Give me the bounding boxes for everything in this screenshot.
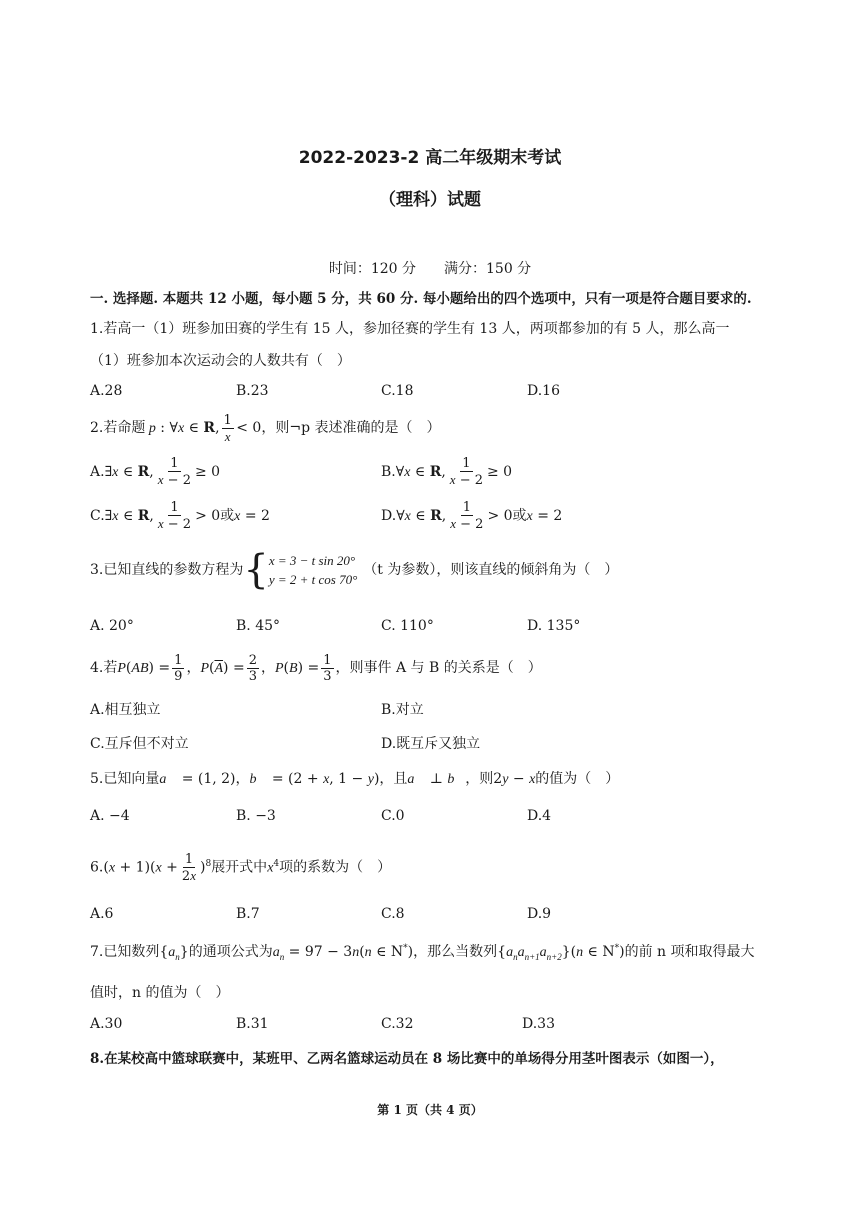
question-1-stem-cont: （1）班参加本次运动会的人数共有（ ） [90,353,351,369]
q2-suffix: ，则¬p 表述准确的是（ ） [261,420,441,436]
question-6-stem: 6.(x + 1)(x + $\frac{1}{2x}$ )$^8$展开式中$x^4$项的系数为（ ） [90,851,392,884]
q3-option-d: D. 135° [527,618,581,634]
question-8-stem: 8.在某校高中篮球联赛中，某班甲、乙两名篮球运动员在 8 场比赛中的单场得分用茎叶图表示（如图一）， [90,1051,724,1067]
question-3-stem: 3.已知直线的参数方程为{ x = 3 − t sin 20° y = 2 + t cos 70° （t 为参数），则该直线的倾斜角为（ ） [90,547,619,593]
q5-option-a: A. −4 [90,808,130,824]
q5-option-d: D.4 [527,808,552,824]
question-7-stem: 7.已知数列$\{a_n\}$的通项公式为$a_n = 97 - 3n(n$ ∈ N*)，那么当数列$\{a_na_{n+1}a_{n+2}\}(n$ ∈ N*)的前 n 项和取得最大 [90,943,755,962]
q5-option-c: C.0 [381,808,405,824]
q3-option-c: C. 110° [381,618,434,634]
q7-option-a: A.30 [90,1016,123,1032]
q3-equation-system: x = 3 − t sin 20° y = 2 + t cos 70° [268,553,358,587]
page-number: 第 1 页（共 4 页） [377,1103,483,1117]
q7-option-d: D.33 [522,1016,555,1032]
page-subtitle: （理科）试题 [379,190,481,210]
q6-option-d: D.9 [527,906,552,922]
question-4-stem: 4.若P(AB) = $\frac{1}{9}$ ，$P(\overline{A})$ = $\frac{2}{3}$ ，P(B) = $\frac{1}{3}$ ，则事件 A 与 B 的关系是（ ） [90,652,542,684]
q3-option-a: A. 20° [90,618,134,634]
system-brace: { [243,547,269,593]
question-2-stem: 2.若命题 p : ∀x ∈ R, $\frac{1}{x}$ < 0，则¬p 表述准确的是（ ） [90,412,441,444]
section-heading: 一. 选择题. 本题共 12 小题，每小题 5 分，共 60 分. 每小题给出的四个选项中，只有一项是符合题目要求的. [90,291,752,307]
q1-option-b: B.23 [236,383,269,399]
q4-option-c: C.互斥但不对立 [90,736,189,752]
exam-info: 时间：120 分 满分：150 分 [328,261,532,277]
q2-prefix: 2.若命题 [90,420,146,436]
question-7-stem-cont: 值时，n 的值为（ ） [90,985,230,1001]
q1-option-d: D.16 [527,383,560,399]
q2-option-c: C.∃x ∈ R, $\frac{1}{x - 2}$ > 0或x = 2 [90,500,270,532]
q2-proposition: p [145,421,156,436]
q4-option-d: D.既互斥又独立 [381,736,481,752]
q2-option-b: B.∀x ∈ R, $\frac{1}{x - 2}$ ≥ 0 [381,456,513,488]
q6-option-b: B.7 [236,906,260,922]
q7-option-b: B.31 [236,1016,269,1032]
question-5-stem: 5.已知向量a⃗ = (1, 2)，b⃗ = (2 + x, 1 − y)，且a⃗ ⊥ b⃗，则2y − x的值为（ ） [90,771,620,787]
q6-option-c: C.8 [381,906,405,922]
q4-option-b: B.对立 [381,702,424,718]
q1-option-a: A.28 [90,383,123,399]
q2-option-d: D.∀x ∈ R, $\frac{1}{x - 2}$ > 0或x = 2 [381,500,563,532]
q5-option-b: B. −3 [236,808,276,824]
q1-option-c: C.18 [381,383,414,399]
q6-option-a: A.6 [90,906,114,922]
q4-option-a: A.相互独立 [90,702,161,718]
q2-option-a: A.∃x ∈ R, $\frac{1}{x - 2}$ ≥ 0 [90,456,221,488]
page-title: 2022-2023-2 高二年级期末考试 [298,148,562,168]
q3-option-b: B. 45° [236,618,281,634]
question-1-stem: 1.若高一（1）班参加田赛的学生有 15 人，参加径赛的学生有 13 人，两项都参加的有 5 人，那么高一 [90,321,730,337]
q2-fraction: $\frac{1}{x}$ [223,412,232,444]
q7-option-c: C.32 [381,1016,414,1032]
